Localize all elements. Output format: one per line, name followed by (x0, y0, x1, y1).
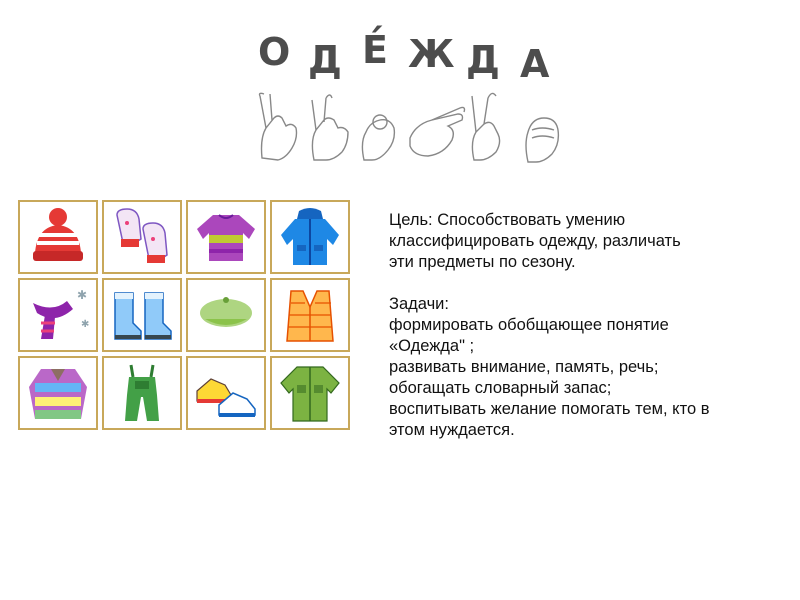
goal-line: Цель: Способствовать умению (389, 211, 626, 229)
task-line: этом нуждается. (389, 421, 515, 439)
jacket-icon (275, 205, 345, 269)
picture-cell-mittens (102, 200, 182, 274)
title-letter: А (520, 42, 550, 86)
hat-icon (23, 205, 93, 269)
task-line: обогащать словарный запас; (389, 379, 612, 397)
boots-icon (107, 283, 177, 347)
picture-cell-shirt (270, 356, 350, 430)
svg-text:✱: ✱ (77, 288, 88, 302)
page-title (258, 20, 568, 90)
title-letter: Д (466, 38, 500, 82)
tasks-heading: Задачи: (389, 295, 449, 313)
vest-icon (275, 283, 345, 347)
picture-cell-jacket (270, 200, 350, 274)
picture-cell-scarf (18, 278, 98, 352)
overalls-icon (107, 361, 177, 425)
goal-line: классифицировать одежду, различать (389, 232, 681, 250)
coat-icon (23, 361, 93, 425)
task-line: формировать обобщающее понятие (389, 316, 669, 334)
clothing-picture-grid (18, 200, 351, 436)
goal-line: эти предметы по сезону. (389, 253, 576, 271)
picture-cell-overalls (102, 356, 182, 430)
sign-language-hands-illustration (252, 88, 572, 168)
title-letter: Е́ (362, 28, 388, 72)
picture-cell-vest (270, 278, 350, 352)
sneakers-icon (191, 361, 261, 425)
svg-text:✱: ✱ (81, 319, 90, 330)
sweater-icon (191, 205, 261, 269)
lesson-description (389, 210, 789, 441)
task-line: развивать внимание, память, речь; (389, 358, 659, 376)
shirt-icon (275, 361, 345, 425)
beret-icon (191, 283, 261, 347)
picture-cell-boots (102, 278, 182, 352)
picture-cell-beret (186, 278, 266, 352)
mittens-icon (107, 205, 177, 269)
scarf-icon (23, 283, 93, 347)
title-letter: Ж (408, 32, 455, 76)
task-line: «Одежда" ; (389, 337, 475, 355)
title-letter: Д (308, 38, 342, 82)
picture-cell-sneakers (186, 356, 266, 430)
picture-cell-hat (18, 200, 98, 274)
task-line: воспитывать желание помогать тем, кто в (389, 400, 710, 418)
picture-cell-sweater (186, 200, 266, 274)
picture-cell-coat (18, 356, 98, 430)
title-letter: О (258, 30, 291, 74)
